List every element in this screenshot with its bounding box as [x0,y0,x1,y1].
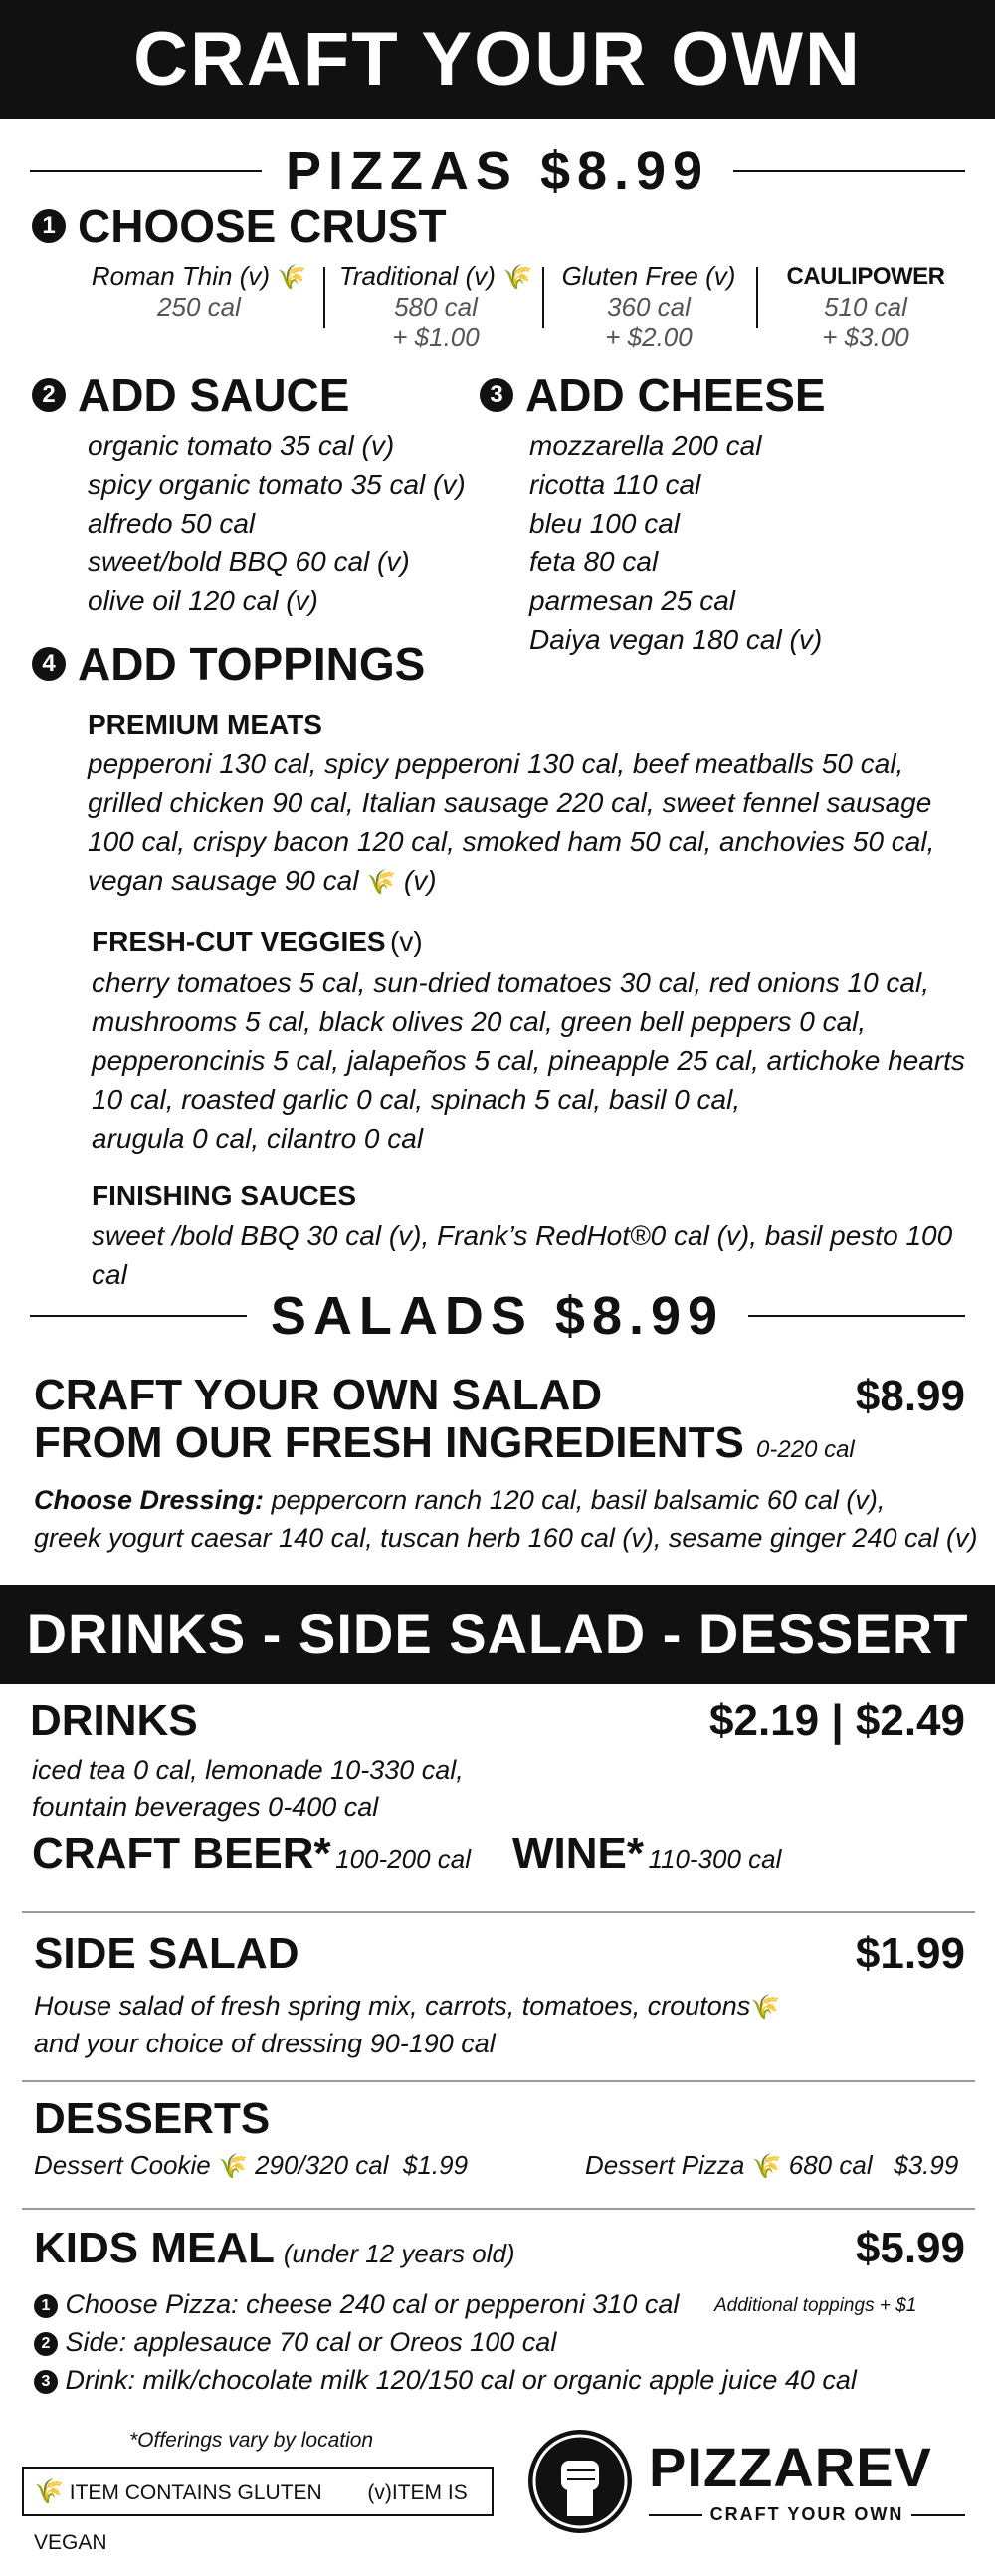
wheat-icon: 🌾 [750,1994,781,2021]
divider-line [649,2514,702,2516]
cheese-list [529,426,822,659]
crust-extra: + $1.00 [392,322,480,352]
crust-cal: 580 cal [394,292,478,322]
crust-name: Traditional (v) [338,261,496,291]
craft-beer [32,1829,471,1879]
vegan-mark: (v) [390,926,423,957]
list-item: organic tomato 35 cal (v) [88,430,395,461]
pizzas-title: PIZZAS $8.99 [285,141,710,201]
divider-line [733,170,965,172]
salad-price: $8.99 [855,1372,965,1420]
crust-extra: + $3.00 [822,322,909,352]
section-divider [22,2080,975,2082]
kids-meal-heading [34,2224,515,2273]
craft-salad-heading [34,1372,855,1474]
add-cheese-title: ADD CHEESE [525,369,826,421]
text-line: grilled chicken 90 cal, Italian sausage 220 cal, sweet fennel sausage [88,787,932,818]
side-salad-description [34,1987,780,2062]
add-toppings-title: ADD TOPPINGS [78,638,426,690]
divider-line [748,1315,965,1317]
wheat-icon: 🌾 [217,2153,248,2180]
crust-option-gluten-free [549,261,748,353]
premium-meats-heading: PREMIUM MEATS [88,709,322,740]
list-item: bleu 100 cal [529,508,681,538]
offerings-note: *Offerings vary by location [129,2429,374,2452]
crust-option-roman-thin [80,261,318,322]
wine-cal: 110-300 cal [648,1844,782,1874]
step-number-2: 2 [34,2332,58,2356]
wheat-icon: 🌾 [34,2478,64,2505]
divider-line [30,170,262,172]
craft-beer-title: CRAFT BEER* [32,1829,331,1878]
section-divider [22,1911,975,1913]
brand-tagline [649,2504,965,2525]
veggies-list [92,964,965,1158]
divider-line [30,1315,247,1317]
dressing-label: Choose Dressing: [34,1485,265,1515]
add-sauce-heading [32,368,349,422]
dressing-line-2: greek yogurt caesar 140 cal, tuscan herb 160 cal (v), sesame ginger 240 cal (v) [34,1523,978,1553]
fist-logo-icon [525,2427,635,2536]
dessert-pizza-cal: 680 cal [788,2150,873,2180]
craft-beer-cal: 100-200 cal [335,1844,472,1874]
side-salad-line-1: House salad of fresh spring mix, carrots, tomatoes, croutons [34,1991,751,2021]
text-line: 10 cal, roasted garlic 0 cal, spinach 5 cal, basil 0 cal, [92,1084,741,1115]
choose-crust-heading [32,199,447,253]
list-item: sweet/bold BBQ 60 cal (v) [88,546,410,577]
kids-item-text: Drink: milk/chocolate milk 120/150 cal or organic apple juice 40 cal [65,2365,857,2395]
kids-meal-title: KIDS MEAL [34,2224,275,2272]
text-line: arugula 0 cal, cilantro 0 cal [92,1123,424,1154]
legend-box [22,2467,494,2554]
list-item: spicy organic tomato 35 cal (v) [88,469,466,500]
crust-separator [323,267,325,328]
veggies-title: FRESH-CUT VEGGIES [92,926,386,957]
choose-crust-title: CHOOSE CRUST [78,200,447,252]
list-item: Daiya vegan 180 cal (v) [529,624,823,655]
side-salad-price: $1.99 [855,1929,965,1978]
dressing-line-1: peppercorn ranch 120 cal, basil balsamic 60 cal (v), [271,1485,886,1515]
finishing-sauces-list: sweet /bold BBQ 30 cal (v), Frank’s RedHot®0 cal (v), basil pesto 100 cal [92,1220,953,1290]
dessert-cookie-name: Dessert Cookie [34,2150,211,2180]
premium-meats-list [88,745,934,900]
salads-title: SALADS $8.99 [270,1286,725,1346]
salad-line-2: FROM OUR FRESH INGREDIENTS [34,1418,744,1467]
list-item: feta 80 cal [529,546,659,577]
step-number-2: 2 [32,378,66,412]
step-number-3: 3 [34,2370,58,2394]
kids-item-text: Choose Pizza: cheese 240 cal or pepperoni 310 cal [65,2289,680,2319]
pizzas-section-heading [30,139,965,203]
fresh-cut-veggies-heading [92,926,423,958]
kids-meal-subtitle: (under 12 years old) [283,2239,515,2268]
text-line: pepperoni 130 cal, spicy pepperoni 130 cal, beef meatballs 50 cal, [88,749,904,779]
dessert-pizza-name: Dessert Pizza [585,2150,745,2180]
list-item: mozzarella 200 cal [529,430,762,461]
text-line: cherry tomatoes 5 cal, sun-dried tomatoes 30 cal, red onions 10 cal, [92,967,929,998]
section-divider [22,2208,975,2210]
list-item: olive oil 120 cal (v) [88,585,318,616]
caulipower-logo: CAULIPOWER [786,263,945,290]
wine-title: WINE* [512,1829,644,1878]
pizzarev-brand: PIZZAREV [649,2436,932,2498]
crust-name: Gluten Free (v) [561,261,736,291]
side-salad-title: SIDE SALAD [34,1929,299,1978]
dessert-cookie [34,2150,468,2181]
crust-cal: 360 cal [607,292,691,322]
crust-separator [542,267,544,328]
divider-line [911,2514,965,2516]
salad-line-1: CRAFT YOUR OWN SALAD [34,1371,603,1419]
header-title: CRAFT YOUR OWN [0,0,995,119]
crust-extra: + $2.00 [605,322,693,352]
drinks-side-dessert-band: DRINKS - SIDE SALAD - DESSERT [0,1585,995,1684]
drinks-description [32,1752,464,1825]
list-item: ricotta 110 cal [529,469,701,500]
kids-meal-price: $5.99 [855,2224,965,2272]
tagline-text: CRAFT YOUR OWN [709,2504,904,2524]
list-item: parmesan 25 cal [529,585,736,616]
crust-cal: 510 cal [824,292,907,322]
wheat-icon: 🌾 [502,264,533,291]
additional-toppings-note: Additional toppings + $1 [714,2295,917,2316]
dessert-pizza [585,2150,958,2181]
drinks-title: DRINKS [30,1696,198,1745]
dessert-pizza-price: $3.99 [894,2150,959,2180]
crust-cal: 250 cal [157,292,241,322]
add-cheese-heading [480,368,826,422]
dressing-options [34,1481,977,1557]
step-number-1: 1 [34,2294,58,2318]
text-line: mushrooms 5 cal, black olives 20 cal, green bell peppers 0 cal, [92,1006,867,1037]
vegan-mark: (v) [403,865,437,896]
dessert-cookie-cal: 290/320 cal [255,2150,389,2180]
wheat-icon: 🌾 [751,2153,782,2180]
add-sauce-title: ADD SAUCE [78,369,350,421]
finishing-sauces-heading: FINISHING SAUCES [92,1181,357,1211]
sauce-list [88,426,466,620]
side-salad-line-2: and your choice of dressing 90-190 cal [34,2029,496,2058]
salads-section-heading [30,1284,965,1348]
drinks-price: $2.19 | $2.49 [709,1696,965,1745]
text-line: vegan sausage 90 cal [88,865,359,896]
wheat-icon: 🌾 [366,869,397,896]
desserts-title: DESSERTS [34,2094,271,2143]
step-number-3: 3 [480,378,513,412]
step-number-4: 4 [32,647,66,681]
drinks-line-2: fountain beverages 0-400 cal [32,1792,379,1822]
crust-name: Roman Thin (v) [91,261,271,291]
wheat-icon: 🌾 [277,264,307,291]
wine [512,1829,781,1879]
crust-option-traditional [331,261,540,353]
drinks-line-1: iced tea 0 cal, lemonade 10-330 cal, [32,1755,464,1785]
vegan-legend: (v)ITEM IS VEGAN [34,2481,468,2554]
add-toppings-heading [32,637,425,691]
gluten-legend: ITEM CONTAINS GLUTEN [69,2481,322,2504]
step-number-1: 1 [32,209,66,243]
salad-cal: 0-220 cal [756,1436,855,1463]
text-line: 100 cal, crispy bacon 120 cal, smoked ham 50 cal, anchovies 50 cal, [88,826,935,857]
text-line: pepperoncinis 5 cal, jalapeños 5 cal, pineapple 25 cal, artichoke hearts [92,1045,965,1076]
crust-separator [756,267,758,328]
crust-option-caulipower [766,261,965,353]
list-item: alfredo 50 cal [88,508,256,538]
kids-item-text: Side: applesauce 70 cal or Oreos 100 cal [65,2327,557,2357]
dessert-cookie-price: $1.99 [403,2150,469,2180]
